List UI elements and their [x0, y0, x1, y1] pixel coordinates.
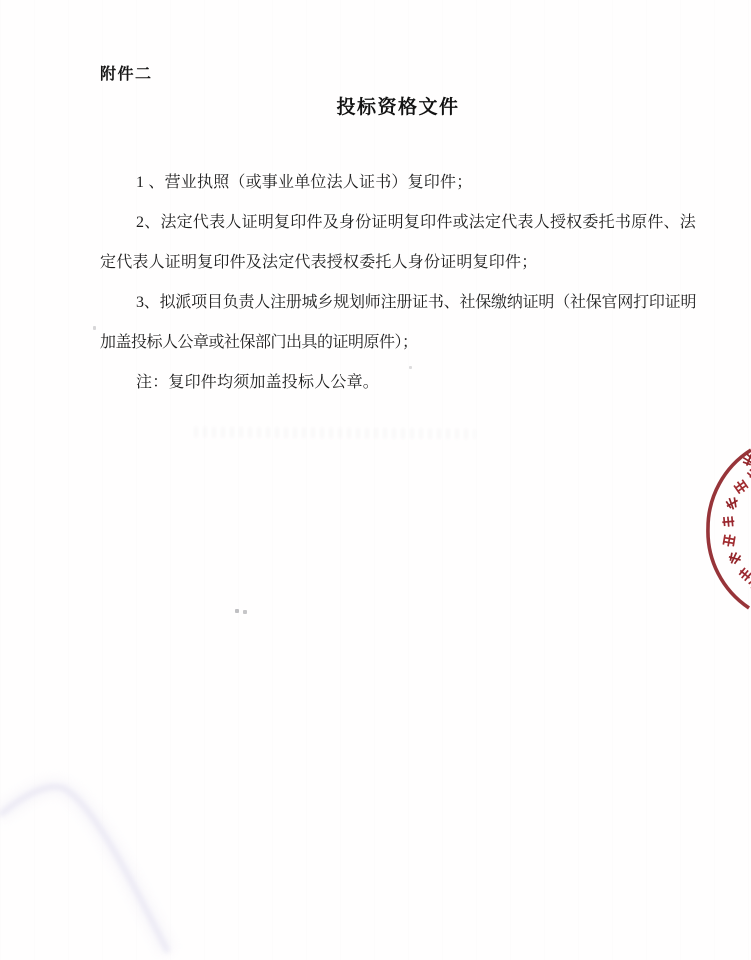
document-body: [100, 163, 696, 403]
requirement-item-2: 2、法定代表人证明复印件及身份证明复印件或法定代表人授权委托书原件、法定代表人证明复印件及法定代表授权委托人身份证明复印件；: [100, 214, 696, 271]
requirement-item-3: 3、拟派项目负责人注册城乡规划师注册证书、社保缴纳证明（社保官网打印证明加盖投标人公章或社保部门出具的证明原件）；: [100, 294, 696, 351]
requirement-item-1: 1 、营业执照（或事业单位法人证书）复印件；: [136, 174, 473, 191]
ink-bleed-artifact: [195, 427, 475, 439]
red-seal-stamp-icon: [705, 448, 751, 610]
ink-speck: [93, 326, 96, 330]
ink-speck: [235, 609, 239, 613]
document-title: 投标资格文件: [336, 97, 460, 118]
note-line: 注：复印件均须加盖投标人公章。: [136, 374, 380, 391]
ink-speck: [243, 610, 247, 614]
ink-speck: [409, 366, 412, 369]
paper-crease-artifact: [0, 760, 260, 960]
attachment-label: 附件二: [100, 66, 153, 83]
